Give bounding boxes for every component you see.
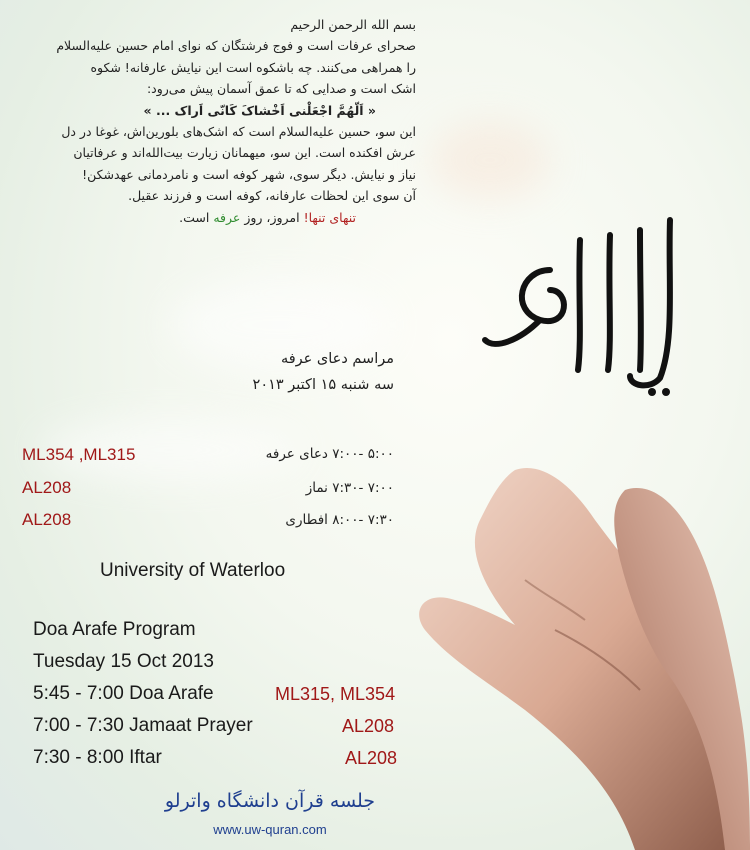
- persian-schedule-row: ۷:۳۰ -۸:۰۰ افطاری: [285, 512, 394, 528]
- background-glow: [430, 120, 550, 200]
- persian-schedule-room: AL208: [22, 478, 72, 497]
- english-schedule-room: ML315, ML354: [275, 684, 396, 704]
- intro-line: عرش افکنده است. این سو، میهمانان زیارت بیت‌الله‌اند و عرفاتیان: [73, 145, 416, 161]
- intro-line: اشک است و صدایی که تا عمق آسمان پیش می‌رود:: [146, 81, 416, 97]
- english-program-title: Doa Arafe Program: [33, 619, 196, 640]
- english-schedule-room: AL208: [345, 748, 398, 768]
- university-name: University of Waterloo: [100, 560, 286, 581]
- persian-program-title: مراسم دعای عرفه: [280, 351, 394, 367]
- persian-schedule-room: ML354 ,ML315: [22, 445, 136, 464]
- persian-schedule-row: ۷:۰۰ -۷:۳۰ نماز: [305, 480, 394, 496]
- intro-line: نیاز و نیایش. دیگر سوی، شهر کوفه است و نامردمانی عهدشکن!: [82, 166, 416, 182]
- english-schedule-room: AL208: [342, 716, 395, 736]
- intro-line: آن سوی این لحظات عارفانه، کوفه است و فرزند عقیل.: [128, 188, 416, 204]
- arafe-highlight: عرفه: [213, 209, 241, 225]
- footer-website-link[interactable]: www.uw-quran.com: [213, 822, 327, 837]
- intro-line: را همراهی می‌کنند. چه باشکوه است این نیایش عارفانه! شکوه: [90, 59, 416, 75]
- persian-program-header: [180, 346, 394, 398]
- intro-line: صحرای عرفات است و فوج فرشتگان که نوای امام حسین علیه‌السلام: [56, 38, 416, 54]
- persian-program-date: سه شنبه ۱۵ اکتبر ۲۰۱۳: [252, 377, 394, 393]
- english-schedule-row: 7:30 - 8:00 Iftar: [33, 747, 162, 768]
- english-program-date: Tuesday 15 Oct 2013: [33, 651, 214, 672]
- persian-schedule-room: AL208: [22, 510, 72, 529]
- closing-text-end: است.: [179, 209, 214, 225]
- intro-closing-line: [14, 207, 416, 228]
- footer-organization-title: جلسه قرآن دانشگاه واترلو: [164, 790, 376, 812]
- persian-schedule-row: ۵:۰۰ -۷:۰۰ دعای عرفه: [265, 446, 394, 462]
- english-schedule-row: 7:00 - 7:30 Jamaat Prayer: [33, 715, 253, 736]
- alone-highlight: تنهای تنها!: [303, 209, 356, 225]
- persian-intro-paragraph: [14, 14, 416, 228]
- english-schedule-row: 5:45 - 7:00 Doa Arafe: [33, 683, 214, 704]
- bismillah-line: بسم الله الرحمن الرحیم: [290, 17, 416, 32]
- praying-hands-image: [395, 430, 750, 850]
- ya-allah-calligraphy: [480, 200, 700, 400]
- intro-line: این سو، حسین علیه‌السلام است که اشک‌های بلورین‌اش، غوغا در دل: [61, 124, 416, 140]
- dua-quote-line: « اَلّهُمَّ اجْعَلْنی اَخْشاکَ کَانّی اَراک ... »: [143, 102, 376, 118]
- closing-text: امروز، روز: [240, 209, 304, 225]
